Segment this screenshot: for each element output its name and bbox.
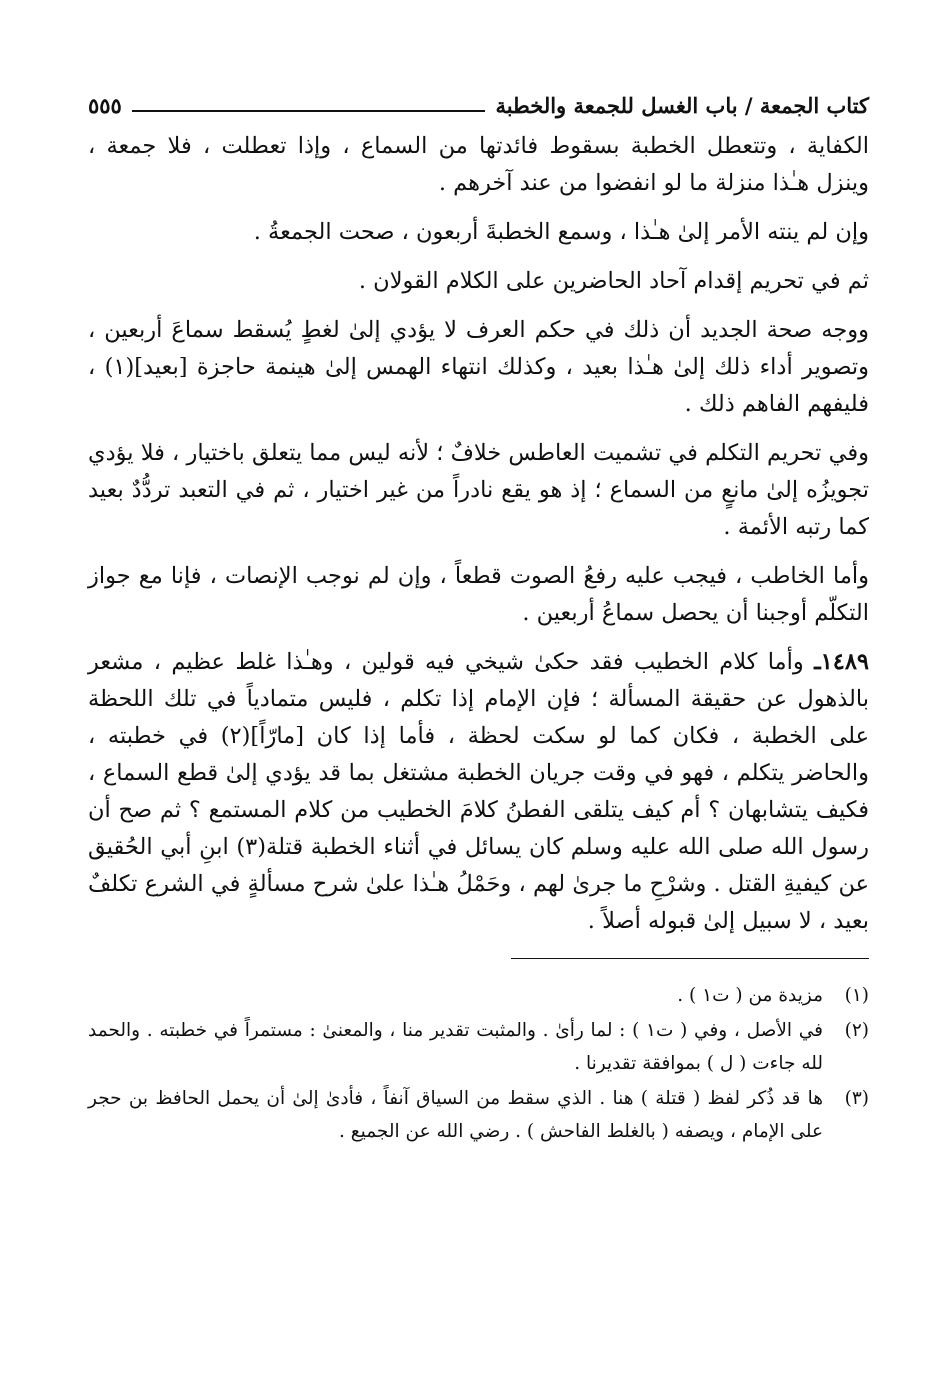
paragraph: ثم في تحريم إقدام آحاد الحاضرين على الكلام القولان . <box>358 268 869 294</box>
paragraph: وإن لم ينته الأمر إلىٰ هـٰذا ، وسمع الخطبةَ أربعون ، صحت الجمعةُ . <box>253 219 869 245</box>
footnote-text: ها قد ذُكر لفظ ( قتلة ) هنا . الذي سقط من السياق آنفاً ، فأدىٰ إلىٰ أن يحمل الحافظ بن حجر على الإمام ، ويصفه ( بالغلط الفاحش ) . رضي الله عن الجميع . <box>88 1088 823 1142</box>
paragraph: وفي تحريم التكلم في تشميت العاطس خلافٌ ؛ لأنه ليس مما يتعلق باختيار ، فلا يؤدي تجويزُه إلىٰ مانعٍ من السماع ؛ إذ هو يقع نادراً من غير اختيار ، ثم في التعبد تردُّدٌ بعيد كما رتبه الأئمة . <box>88 440 869 540</box>
footnotes <box>88 979 869 1148</box>
footnote-separator <box>511 958 869 959</box>
footnote-text: في الأصل ، وفي ( ت١ ) : لما رأىٰ . والمثبت تقدير منا ، والمعنىٰ : مستمراً في خطبته . والحمد لله جاءت ( ل ) بموافقة تقديرنا . <box>88 1020 823 1074</box>
page-number: ٥٥٥ <box>88 93 122 118</box>
footnote <box>88 979 869 1012</box>
paragraph: الكفاية ، وتتعطل الخطبة بسقوط فائدتها من السماع ، وإذا تعطلت ، فلا جمعة ، وينزل هـٰذا منزلة ما لو انفضوا من عند آخرهم . <box>88 133 869 196</box>
main-text <box>88 128 869 940</box>
paragraph: ووجه صحة الجديد أن ذلك في حكم العرف لا يؤدي إلىٰ لغطٍ يُسقط سماعَ أربعين ، وتصوير أداء ذلك إلىٰ هـٰذا بعيد ، وكذلك انتهاء الهمس إلىٰ هينمة حاجزة [بعيد](١) ، فليفهم الفاهم ذلك . <box>88 317 869 417</box>
section-text: وأما كلام الخطيب فقد حكىٰ شيخي فيه قولين ، وهـٰذا غلط عظيم ، مشعر بالذهول عن حقيقة المسألة ؛ فإن الإمام إذا تكلم ، فليس متمادياً في تلك اللحظة على الخطبة ، فكان كما لو سكت لحظة ، فأما إذا كان [مارّاً](٢) في خطبته ، والحاضر يتكلم ، فهو في وقت جريان الخطبة مشتغل بما قد يؤدي إلىٰ قطع السماع ، فكيف يتشابهان ؟ أم كيف يتلقى الفطنُ كلامَ الخطيب من كلام المستمع ؟ ثم صح أن رسول الله صلى الله عليه وسلم كان يسائل في أثناء الخطبة قتلة(٣) ابنِ أبي الحُقيق عن كيفيةِ القتل . وشرْحِ ما جرىٰ لهم ، وحَمْلُ هـٰذا علىٰ شرح مسألةٍ في الشرع تكلفٌ بعيد ، لا سبيل إلىٰ قبوله أصلاً . <box>88 649 870 934</box>
paragraph: وأما الخاطب ، فيجب عليه رفعُ الصوت قطعاً ، وإن لم نوجب الإنصات ، فإنا مع جواز التكلّم أوجبنا أن يحصل سماعُ أربعين . <box>88 563 869 626</box>
running-header <box>88 86 869 126</box>
section-number: ١٤٨٩ـ <box>814 649 869 675</box>
footnote-text: مزيدة من ( ت١ ) . <box>677 985 823 1006</box>
header-rule <box>132 110 486 112</box>
footnote-number: (٢) <box>844 1020 869 1041</box>
footnote <box>88 1082 869 1148</box>
footnote-number: (٣) <box>844 1088 869 1109</box>
section-paragraph <box>88 644 869 940</box>
footnote <box>88 1014 869 1080</box>
header-title: كتاب الجمعة / باب الغسل للجمعة والخطبة <box>495 93 869 118</box>
footnote-number: (١) <box>844 985 869 1006</box>
